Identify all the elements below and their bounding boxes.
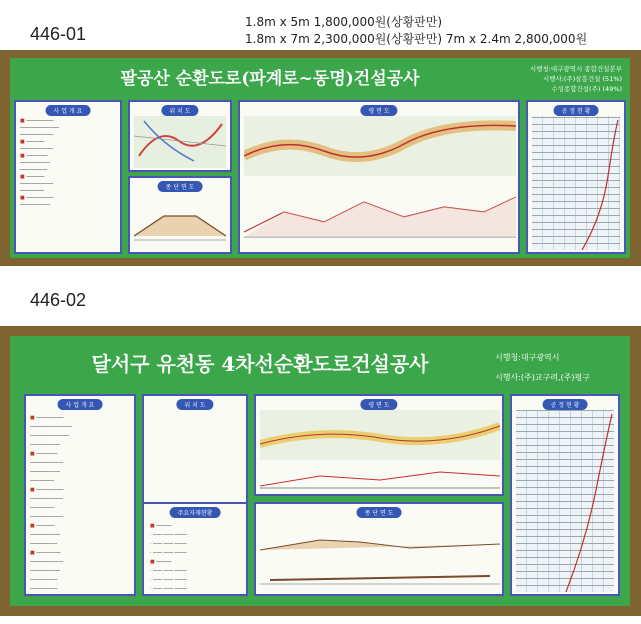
price-line: 1.8m x 7m 2,300,000원(상황판만) 7m x 2.4m 2,800,000원 — [245, 32, 588, 46]
panel-title: 평 면 도 — [360, 399, 397, 410]
plan-panel — [254, 394, 504, 496]
panel-title: 공 정 현 황 — [554, 105, 599, 116]
panel-title: 위 치 도 — [161, 105, 198, 116]
plan-panel — [238, 100, 520, 254]
board-side-info — [530, 64, 622, 94]
section-drawing — [134, 196, 226, 250]
board — [10, 336, 630, 606]
side-line: 시행사:(주)삼흥건설 (51%) — [542, 75, 622, 83]
profile-panel — [254, 502, 504, 596]
overview-text: ■ ───────── ────────────── ───────────── ────────── ■ ─────── ─────────── ────────── ──────── ■ ───────── ─────────── ──────── ─────────── ■ ────── ────────── ───────── ■ ──────── ─────────── ────────── ───────── ───────── — [30, 415, 73, 592]
item-code: 446-01 — [30, 24, 87, 44]
side-line: 수성종합건설(주) (49%) — [551, 85, 622, 93]
overview-panel — [14, 100, 122, 254]
panel-title: 위 치 도 — [176, 399, 213, 410]
location-map-panel — [142, 394, 248, 514]
section-panel — [128, 176, 232, 254]
materials-panel — [142, 502, 248, 596]
schedule-panel — [510, 394, 620, 596]
board-side-info — [495, 348, 590, 388]
panel-title: 사 업 개 요 — [58, 399, 103, 410]
item-code: 446-02 — [30, 290, 87, 310]
profile-drawing — [244, 182, 516, 248]
side-line: 시행청:대구광역시 종합건설본부 — [529, 65, 622, 73]
profile-drawing — [260, 520, 500, 592]
overview-text: ■ ───────── ───────────── ─────────── ■ ────── ─────────── ■ ─────── ────────── ───────── ■ ────── ─────────── ──────── ■ ───────── ────────── — [20, 118, 60, 208]
plan-drawing — [260, 410, 500, 492]
side-line: 시행사:(주)교구려,(주)평구 — [494, 373, 590, 382]
board — [10, 58, 630, 258]
panel-title: 주요자재현황 — [170, 507, 221, 518]
board-title: 달서구 유천동 4차선순환도로건설공사 — [91, 352, 429, 376]
panel-title: 종 단 면 도 — [357, 507, 402, 518]
location-map-panel — [128, 100, 232, 172]
plan-drawing — [244, 116, 516, 176]
overview-panel — [24, 394, 136, 596]
schedule-curve — [532, 116, 620, 250]
panel-title: 종 단 면 도 — [158, 181, 203, 192]
panel-title: 공 정 현 황 — [543, 399, 588, 410]
side-line: 시행청:대구광역시 — [494, 353, 560, 362]
panel-title: 평 면 도 — [360, 105, 397, 116]
location-map — [134, 116, 226, 168]
board-title: 팔공산 순환도로(파계로~동명)건설공사 — [120, 69, 420, 89]
materials-text: ■ ───── · ─── ─── ──── · ─── ─── ──── · ─── ─── ──── ■ ───── · ─── ─── ──── · ─── ─── ──── · ─── ─── ──── — [150, 523, 187, 592]
price-line: 1.8m x 5m 1,800,000원(상황판만) — [245, 15, 443, 29]
schedule-panel — [526, 100, 626, 254]
panel-title: 사 업 개 요 — [46, 105, 91, 116]
schedule-curve — [516, 410, 614, 592]
